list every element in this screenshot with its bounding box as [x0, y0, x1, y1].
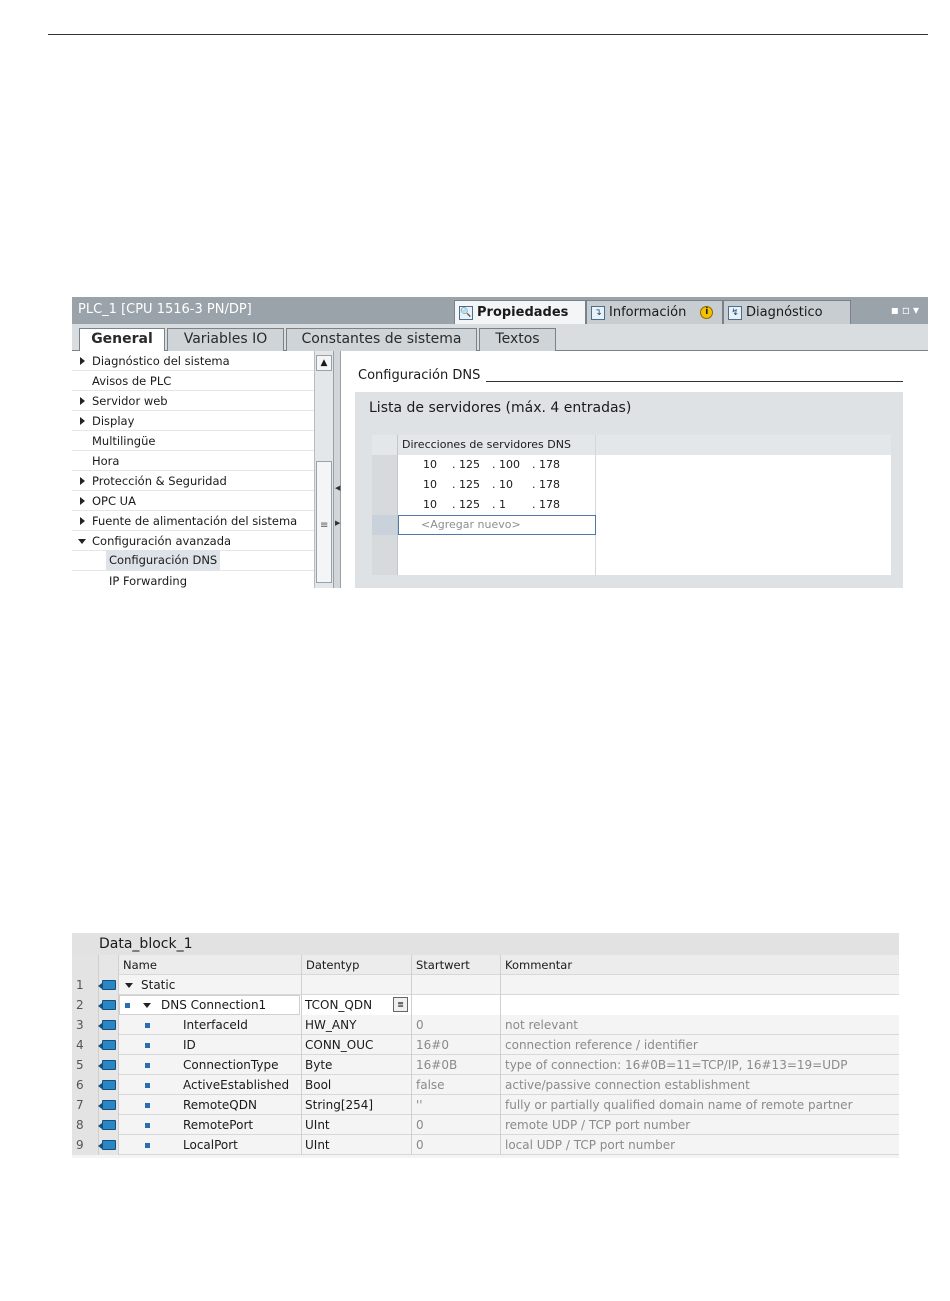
- tab-informacion-label: Información: [609, 305, 687, 320]
- table-row[interactable]: [372, 555, 891, 575]
- dns-server-table: [372, 435, 891, 575]
- dns-content-area: [341, 351, 928, 588]
- tab-constantes-de-sistema[interactable]: Constantes de sistema: [286, 328, 477, 351]
- nav-item-servidor-web[interactable]: Servidor web: [72, 391, 314, 411]
- column-header-datentyp[interactable]: Datentyp: [301, 955, 411, 975]
- table-row[interactable]: 5 ConnectionType Byte 16#0B type of connection: 16#0B=11=TCP/IP, 16#13=19=UDP: [72, 1055, 899, 1075]
- tab-general[interactable]: General: [79, 328, 165, 352]
- db-variable-icon: [102, 1040, 116, 1050]
- panel-title-bar: [72, 297, 928, 324]
- db-variable-icon: [102, 1060, 116, 1070]
- tab-propiedades-label: Propiedades: [477, 305, 569, 320]
- column-header-name[interactable]: Name: [118, 955, 301, 975]
- tab-diagnostico[interactable]: [723, 300, 851, 324]
- properties-panel: [72, 297, 928, 588]
- dns-server-box: [355, 392, 903, 588]
- table-row[interactable]: 6 ActiveEstablished Bool false active/passive connection establishment: [72, 1075, 899, 1095]
- add-new-dns-input[interactable]: <Agregar nuevo>: [398, 515, 596, 535]
- tab-informacion[interactable]: [586, 300, 723, 324]
- table-row[interactable]: [372, 455, 891, 475]
- general-tab-strip: [72, 324, 928, 351]
- expand-arrow-icon[interactable]: [80, 357, 85, 365]
- expand-arrow-icon[interactable]: [80, 397, 85, 405]
- data-block-editor: [72, 933, 899, 1158]
- table-row[interactable]: 1 Static: [72, 975, 899, 995]
- bullet-icon: [145, 1143, 150, 1148]
- db-variable-icon: [102, 1000, 116, 1010]
- table-row[interactable]: 8 RemotePort UInt 0 remote UDP / TCP port number: [72, 1115, 899, 1135]
- nav-item-diagnostico-del-sistema[interactable]: Diagnóstico del sistema: [72, 351, 314, 371]
- diagnostics-icon: ↯: [728, 306, 742, 320]
- dns-section-title: Configuración DNS: [358, 368, 481, 383]
- table-row[interactable]: [372, 475, 891, 495]
- tab-textos[interactable]: Textos: [479, 328, 556, 351]
- column-header-dns: Direcciones de servidores DNS: [398, 435, 596, 455]
- bullet-icon: [145, 1123, 150, 1128]
- db-variable-icon: [102, 1080, 116, 1090]
- bullet-icon: [125, 1003, 130, 1008]
- nav-item-configuracion-dns[interactable]: Configuración DNS: [72, 551, 314, 571]
- section-divider: [486, 381, 903, 382]
- dns-address-cell[interactable]: 10 . 125 . 100 . 178: [398, 455, 596, 475]
- info-badge-icon: i: [700, 306, 713, 319]
- collapse-left-icon[interactable]: ◀: [335, 484, 341, 492]
- data-block-title: Data_block_1: [72, 933, 899, 955]
- expand-arrow-icon[interactable]: [80, 477, 85, 485]
- grip-icon: ≡: [320, 520, 329, 531]
- collapse-arrow-icon[interactable]: [125, 983, 133, 988]
- expand-arrow-icon[interactable]: [80, 497, 85, 505]
- db-variable-icon: [102, 1020, 116, 1030]
- table-row[interactable]: 2 DNS Connection1 TCON_QDN ≣: [72, 995, 899, 1015]
- db-variable-icon: [102, 1140, 116, 1150]
- table-row[interactable]: 7 RemoteQDN String[254] '' fully or partially qualified domain name of remote partner: [72, 1095, 899, 1115]
- navigation-tree: [72, 351, 314, 588]
- nav-item-proteccion-seguridad[interactable]: Protección & Seguridad: [72, 471, 314, 491]
- scroll-thumb[interactable]: [316, 461, 332, 583]
- tab-propiedades[interactable]: [454, 300, 586, 324]
- table-row[interactable]: 4 ID CONN_OUC 16#0 connection reference / identifier: [72, 1035, 899, 1055]
- type-list-icon[interactable]: ≣: [393, 997, 408, 1012]
- nav-item-fuente-de-alimentacion[interactable]: Fuente de alimentación del sistema: [72, 511, 314, 531]
- db-variable-icon: [102, 980, 116, 990]
- expand-arrow-icon[interactable]: [80, 517, 85, 525]
- expand-right-icon[interactable]: ▶: [335, 519, 341, 527]
- bullet-icon: [145, 1023, 150, 1028]
- table-row[interactable]: [372, 495, 891, 515]
- scroll-up-icon[interactable]: ▲: [316, 355, 332, 371]
- expand-arrow-icon[interactable]: [80, 417, 85, 425]
- dns-box-title: Lista de servidores (máx. 4 entradas): [369, 400, 632, 416]
- table-header-row: [72, 955, 899, 975]
- dns-address-cell[interactable]: 10 . 125 . 10 . 178: [398, 475, 596, 495]
- info-icon: ↴: [591, 306, 605, 320]
- column-header-kommentar[interactable]: Kommentar: [500, 955, 899, 975]
- table-row[interactable]: 9 LocalPort UInt 0 local UDP / TCP port number: [72, 1135, 899, 1155]
- panel-splitter[interactable]: [333, 351, 341, 588]
- page-top-rule: [48, 34, 928, 35]
- collapse-arrow-icon[interactable]: [78, 539, 86, 544]
- collapse-arrow-icon[interactable]: [143, 1003, 151, 1008]
- properties-icon: 🔍: [460, 307, 472, 318]
- nav-item-avisos-de-plc[interactable]: Avisos de PLC: [72, 371, 314, 391]
- tab-diagnostico-label: Diagnóstico: [746, 305, 823, 320]
- nav-item-configuracion-avanzada[interactable]: Configuración avanzada: [72, 531, 314, 551]
- bullet-icon: [145, 1083, 150, 1088]
- dns-address-cell[interactable]: 10 . 125 . 1 . 178: [398, 495, 596, 515]
- table-row[interactable]: 3 InterfaceId HW_ANY 0 not relevant: [72, 1015, 899, 1035]
- db-variable-icon: [102, 1120, 116, 1130]
- table-header-row: [372, 435, 891, 455]
- window-controls-icon[interactable]: ▪▫▾: [890, 303, 922, 317]
- tab-variables-io[interactable]: Variables IO: [167, 328, 284, 351]
- bullet-icon: [145, 1043, 150, 1048]
- bullet-icon: [145, 1063, 150, 1068]
- nav-item-hora[interactable]: Hora: [72, 451, 314, 471]
- nav-item-multilingue[interactable]: Multilingüe: [72, 431, 314, 451]
- nav-item-opc-ua[interactable]: OPC UA: [72, 491, 314, 511]
- bullet-icon: [145, 1103, 150, 1108]
- table-row[interactable]: [372, 515, 891, 535]
- nav-item-ip-forwarding[interactable]: IP Forwarding: [109, 574, 188, 588]
- nav-item-display[interactable]: Display: [72, 411, 314, 431]
- table-row[interactable]: [372, 535, 891, 555]
- column-header-startwert[interactable]: Startwert: [411, 955, 500, 975]
- db-variable-icon: [102, 1100, 116, 1110]
- device-title: PLC_1 [CPU 1516-3 PN/DP]: [78, 302, 252, 317]
- nav-scrollbar[interactable]: [314, 351, 333, 588]
